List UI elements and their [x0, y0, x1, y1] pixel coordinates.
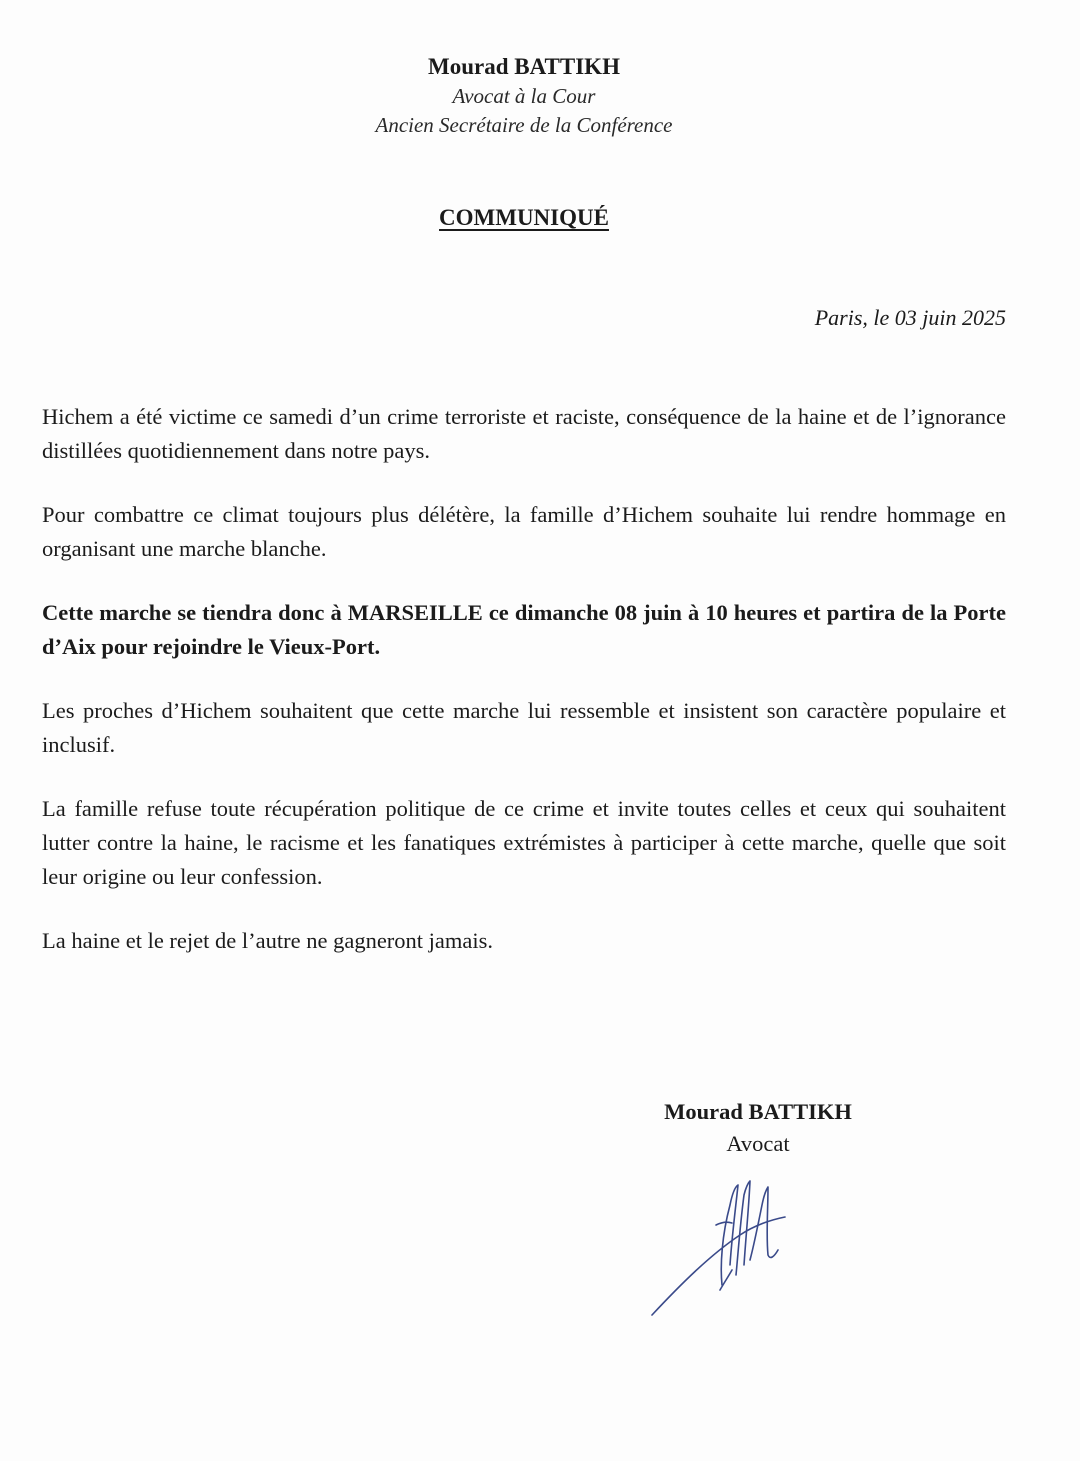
paragraph-4: Les proches d’Hichem souhaitent que cette marche lui ressemble et insistent son caractère populaire et inclusif.: [42, 698, 1006, 757]
letterhead: [0, 52, 1048, 140]
signatory-role: Avocat: [726, 1131, 790, 1156]
letterhead-name: Mourad BATTIKH: [428, 54, 620, 79]
paragraph-2: Pour combattre ce climat toujours plus délétère, la famille d’Hichem souhaite lui rendre hommage en organisant une marche blanche.: [42, 502, 1006, 561]
document-title-text: COMMUNIQUÉ: [439, 205, 609, 230]
handwritten-signature: [640, 1165, 800, 1325]
paragraph-3-bold: Cette marche se tiendra donc à MARSEILLE ce dimanche 08 juin à 10 heures et partira de la Porte d’Aix pour rejoindre le Vieux-Port.: [42, 600, 1006, 659]
document-title: [0, 203, 1048, 233]
signature-block: [600, 1096, 916, 1160]
document-body: [42, 400, 1006, 988]
paragraph-6: La haine et le rejet de l’autre ne gagneront jamais.: [42, 928, 494, 953]
document-date: Paris, le 03 juin 2025: [814, 305, 1006, 330]
signatory-name: Mourad BATTIKH: [664, 1099, 852, 1124]
paragraph-1: Hichem a été victime ce samedi d’un crime terroriste et raciste, conséquence de la haine et de l’ignorance distillées quotidiennement dans notre pays.: [42, 404, 1006, 463]
paragraph-5: La famille refuse toute récupération politique de ce crime et invite toutes celles et ceux qui souhaitent lutter contre la haine, le racisme et les fanatiques extrémistes à participer à cette marche, quelle que soit leur origine ou leur confession.: [42, 796, 1006, 889]
letterhead-title: Avocat à la Cour: [452, 84, 596, 108]
letterhead-subtitle: Ancien Secrétaire de la Conférence: [375, 113, 673, 137]
